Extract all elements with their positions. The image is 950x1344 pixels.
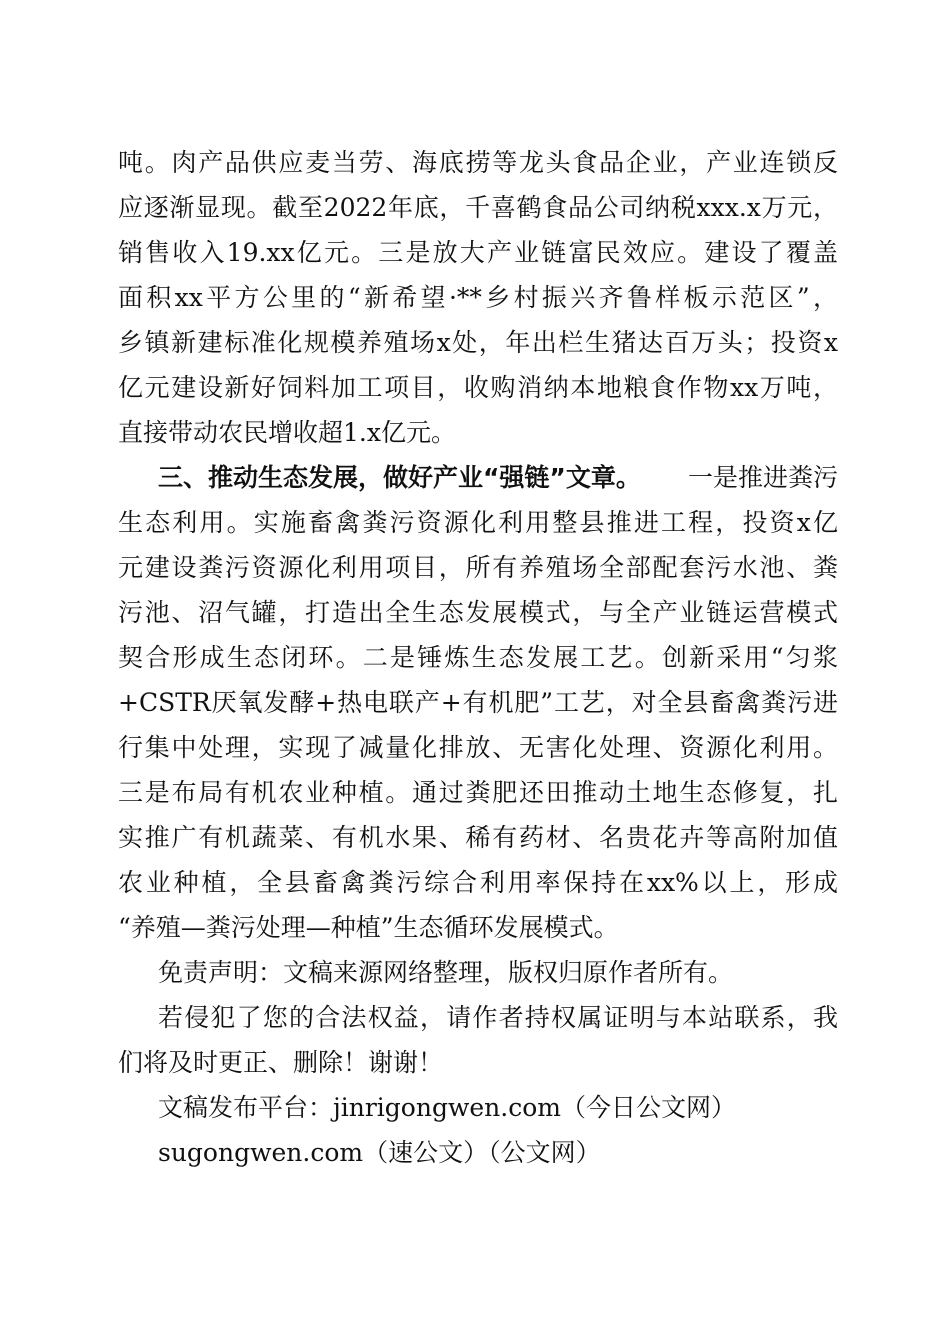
infringement-notice: 若侵犯了您的合法权益，请作者持权属证明与本站联系，我 bbox=[158, 1003, 838, 1032]
body-text-line: 元建设粪污资源化利用项目，所有养殖场全部配套污水池、粪 bbox=[118, 553, 838, 582]
body-text-line: +CSTR厌氧发酵+热电联产+有机肥”工艺，对全县畜禽粪污进 bbox=[118, 688, 838, 717]
body-text-line: 行集中处理，实现了减量化排放、无害化处理、资源化利用。 bbox=[118, 733, 838, 762]
platform-text: sugongwen.com（速公文）（公文网） bbox=[158, 1138, 601, 1167]
body-text-line: 面积xx平方公里的“新希望·**乡村振兴齐鲁样板示范区”， bbox=[118, 283, 838, 312]
section-heading-line bbox=[158, 456, 838, 500]
section-heading-rest: 一是推进粪污 bbox=[687, 463, 838, 492]
body-text-line: 应逐渐显现。截至2022年底，千喜鹤食品公司纳税xxx.x万元， bbox=[118, 193, 838, 222]
body-text-line: 乡镇新建标准化规模养殖场x处，年出栏生猪达百万头；投资x bbox=[118, 328, 838, 357]
body-text-line: 销售收入19.xx亿元。三是放大产业链富民效应。建设了覆盖 bbox=[118, 238, 838, 267]
body-text-line: 吨。肉产品供应麦当劳、海底捞等龙头食品企业，产业连锁反 bbox=[118, 148, 838, 177]
body-text-line: 实推广有机蔬菜、有机水果、稀有药材、名贵花卉等高附加值 bbox=[118, 823, 838, 852]
body-text-line: 直接带动农民增收超1.x亿元。 bbox=[118, 418, 456, 447]
platform-text: 文稿发布平台：jinrigongwen.com（今日公文网） bbox=[158, 1093, 736, 1122]
body-text-line: 三是布局有机农业种植。通过粪肥还田推动土地生态修复，扎 bbox=[118, 778, 838, 807]
body-text-line: 亿元建设新好饲料加工项目，收购消纳本地粮食作物xx万吨， bbox=[118, 373, 838, 402]
body-text-line: “养殖—粪污处理—种植”生态循环发展模式。 bbox=[118, 913, 619, 942]
body-text-line: 契合形成生态闭环。二是锤炼生态发展工艺。创新采用“匀浆 bbox=[118, 643, 838, 672]
infringement-notice: 们将及时更正、删除！谢谢！ bbox=[118, 1048, 444, 1077]
body-text-line: 农业种植，全县畜禽粪污综合利用率保持在xx%以上，形成 bbox=[118, 868, 838, 897]
disclaimer-text: 免责声明：文稿来源网络整理，版权归原作者所有。 bbox=[158, 958, 734, 987]
section-heading: 三、推动生态发展，做好产业“强链”文章。 bbox=[158, 463, 641, 492]
body-text-line: 污池、沼气罐，打造出全生态发展模式，与全产业链运营模式 bbox=[118, 598, 838, 627]
body-text-line: 生态利用。实施畜禽粪污资源化利用整县推进工程，投资x亿 bbox=[118, 508, 838, 537]
